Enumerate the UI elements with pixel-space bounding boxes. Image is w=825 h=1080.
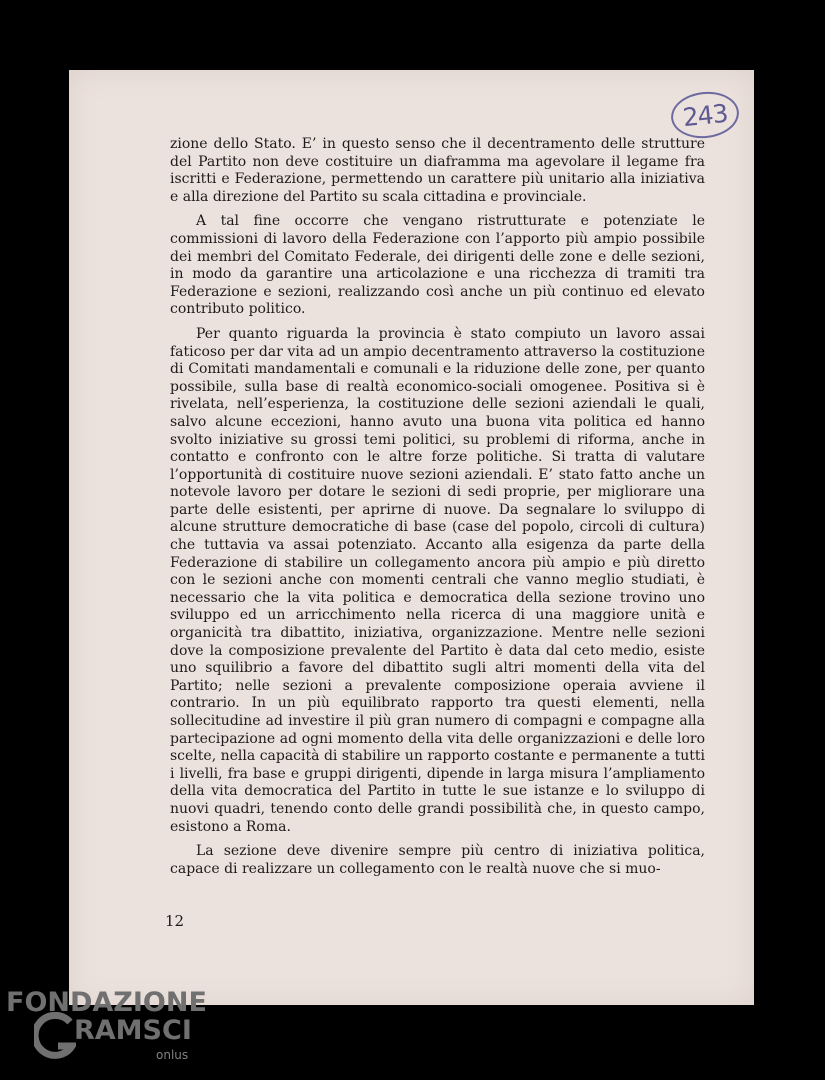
body-text xyxy=(170,136,705,885)
watermark-line-2: RAMSCI xyxy=(74,1015,192,1046)
watermark-line-1: FONDAZIONE xyxy=(6,987,207,1018)
paragraph-3: Per quanto riguarda la provincia è stato compiuto un lavoro assai faticoso per dar vita ad un ampio decentramento attraverso la costituzione di Comitati mandamentali e comunali e la riduzione delle zone, per quanto possibile, sulla base di realtà economico-sociali omogenee. Positiva si è rivelata, nell’esperienza, la costituzione delle sezioni aziendali le quali, salvo alcune eccezioni, hanno avuto una buona vita politica ed hanno svolto iniziative su grossi temi politici, su problemi di riforma, anche in contatto e confronto con le altre forze politiche. Si tratta di valutare l’opportunità di costituire nuove sezioni aziendali. E’ stato fatto anche un notevole lavoro per dotare le sezioni di sedi proprie, per migliorare una parte delle esistenti, per aprirne di nuove. Da segnalare lo sviluppo di alcune strutture democratiche di base (case del popolo, circoli di cultura) che tuttavia va assai potenziato. Accanto alla esigenza da parte della Federazione di stabilire un collegamento ancora più ampio e più diretto con le sezioni anche con momenti centrali che vanno meglio studiati, è necessario che la vita politica e democratica della sezione trovino uno sviluppo ed un arricchimento nella ricerca di una maggiore unità e organicità tra dibattito, iniziativa, organizzazione. Mentre nelle sezioni dove la composizione prevalente del Partito è data dal ceto medio, esiste uno squilibrio a favore del dibattito sugli altri momenti della vita del Partito; nelle sezioni a prevalente composizione operaia avviene il contrario. In un più equilibrato rapporto tra questi elementi, nella sollecitudine ad investire il più gran numero di compagni e compagne alla partecipazione ad ogni momento della vita delle organizzazioni e delle loro scelte, nella capacità di stabilire un rapporto costante e permanente a tutti i livelli, fra base e gruppi dirigenti, dipende in larga misura l’ampliamento della vita democratica del Partito in tutte le sue istanze e lo sviluppo di nuovi quadri, tenendo conto delle grandi possibilità che, in questo campo, esistono a Roma. xyxy=(170,325,705,835)
fondazione-gramsci-watermark xyxy=(6,988,206,1068)
gramsci-g-logo-icon xyxy=(34,1012,76,1062)
paragraph-1: zione dello Stato. E’ in questo senso che il decentramento delle strutture del Partito non deve costituire un diaframma ma agevolare il legame fra iscritti e Federazione, permettendo un carattere più unitario alla iniziativa e alla direzione del Partito su scala cittadina e provinciale. xyxy=(170,136,705,205)
archive-number-stamp: 243 xyxy=(669,89,741,142)
watermark-line-3: onlus xyxy=(156,1048,189,1062)
document-page xyxy=(69,70,754,1005)
paragraph-2: A tal fine occorre che vengano ristrutturate e potenziate le commissioni di lavoro della Federazione con l’apporto più ampio possibile dei membri del Comitato Federale, dei dirigenti delle zone e delle sezioni, in modo da garantire una articolazione e una ricchezza di tramiti tra Federazione e sezioni, realizzando così anche un più continuo ed elevato contributo politico. xyxy=(170,213,705,318)
paragraph-4: La sezione deve divenire sempre più centro di iniziativa politica, capace di realizzare un collegamento con le realtà nuove che si muo- xyxy=(170,843,705,877)
page-number: 12 xyxy=(165,912,185,930)
